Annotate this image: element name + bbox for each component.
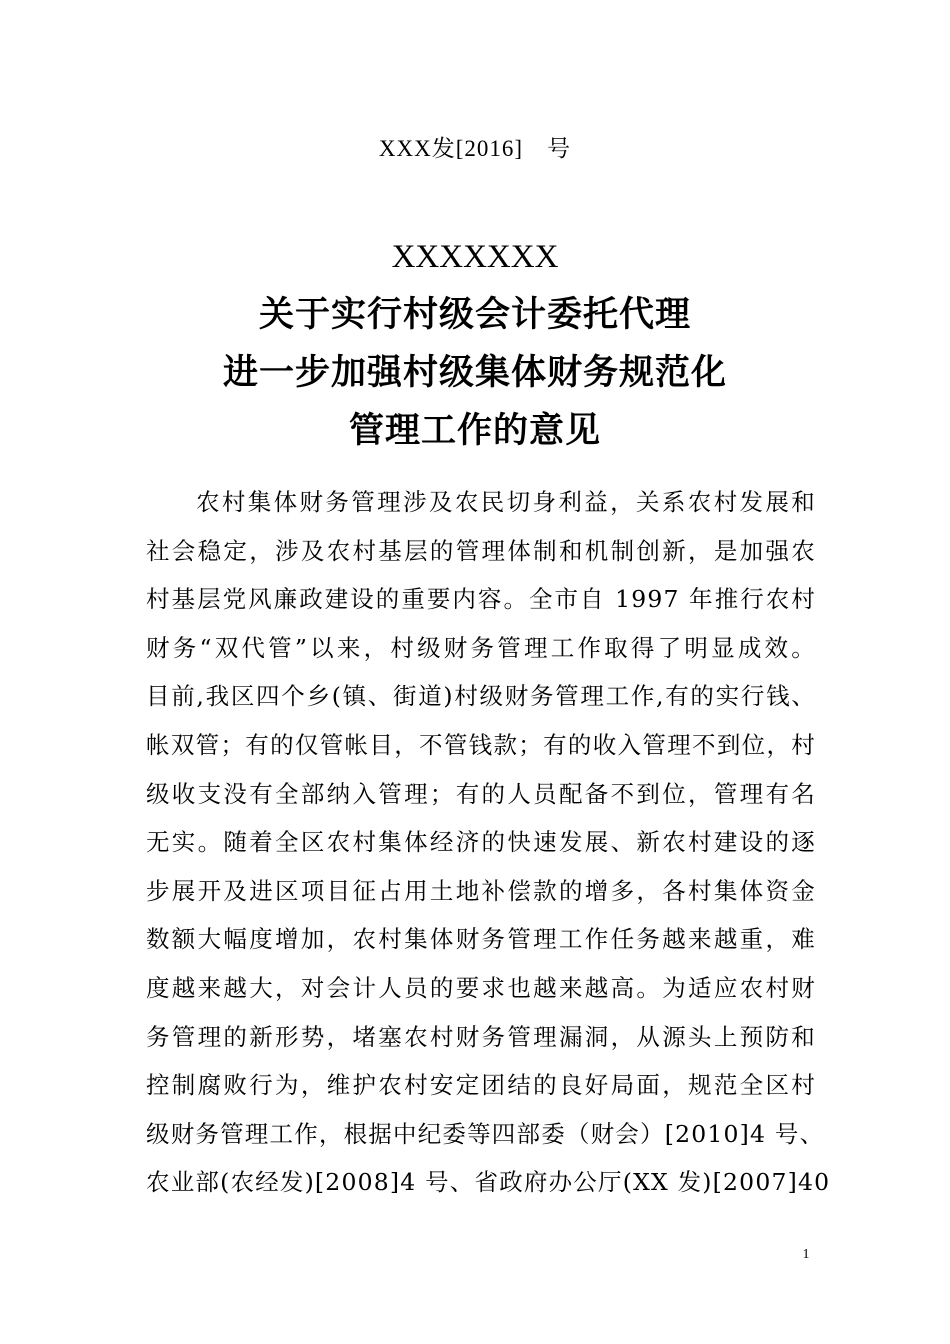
document-number: XXX发[2016] 号 xyxy=(378,136,572,161)
body-line: 步展开及进区项目征占用土地补偿款的增多，各村集体资金 xyxy=(146,876,816,905)
body-line: 农业部(农经发)[2008]4 号、省政府办公厅(XX 发)[2007]40 xyxy=(146,1168,831,1197)
body-line: 帐双管；有的仅管帐目，不管钱款；有的收入管理不到位，村 xyxy=(146,730,816,759)
body-line: 度越来越大，对会计人员的要求也越来越高。为适应农村财 xyxy=(146,973,816,1002)
title-line-2: 进一步加强村级集体财务规范化 xyxy=(222,353,727,393)
body-line: 村基层党风廉政建设的重要内容。全市自 1997 年推行农村 xyxy=(146,585,816,614)
body-line: 财务“双代管”以来，村级财务管理工作取得了明显成效。 xyxy=(146,633,816,662)
body-line: 无实。随着全区农村集体经济的快速发展、新农村建设的逐 xyxy=(146,828,816,857)
body-line: 农村集体财务管理涉及农民切身利益，关系农村发展和 xyxy=(196,488,816,516)
body-line: 数额大幅度增加，农村集体财务管理工作任务越来越重，难 xyxy=(146,925,816,954)
body-line: 社会稳定，涉及农村基层的管理体制和机制创新，是加强农 xyxy=(146,536,816,565)
body-paragraph xyxy=(146,478,831,1207)
body-line: 务管理的新形势，堵塞农村财务管理漏洞，从源头上预防和 xyxy=(146,1022,816,1051)
document-title xyxy=(0,228,950,460)
page-number: 1 xyxy=(802,1247,810,1262)
body-line: 级收支没有全部纳入管理；有的人员配备不到位，管理有名 xyxy=(146,779,816,808)
body-line: 级财务管理工作，根据中纪委等四部委（财会）[2010]4 号、 xyxy=(146,1119,825,1148)
title-line-1: 关于实行村级会计委托代理 xyxy=(258,295,691,335)
body-line: 目前,我区四个乡(镇、街道)村级财务管理工作,有的实行钱、 xyxy=(146,682,816,711)
title-line-issuer: XXXXXXX xyxy=(391,239,559,275)
title-line-3: 管理工作的意见 xyxy=(348,411,601,451)
body-line: 控制腐败行为，维护农村安定团结的良好局面，规范全区村 xyxy=(146,1071,816,1100)
